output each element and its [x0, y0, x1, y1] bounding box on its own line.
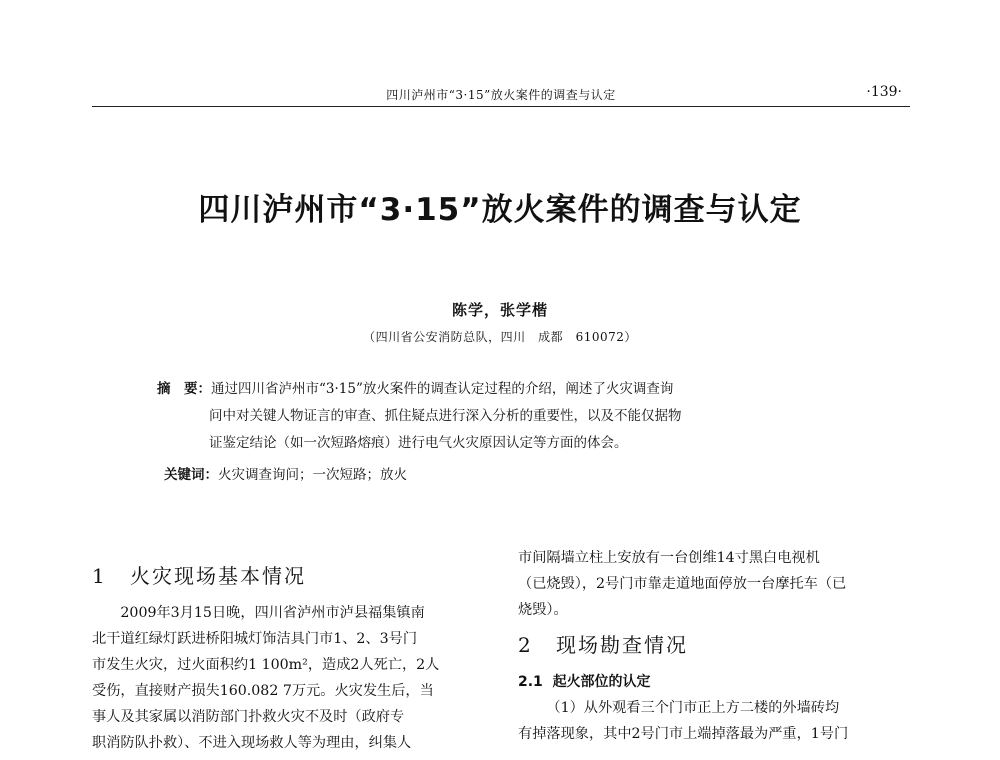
section-heading	[92, 560, 494, 592]
subsection-title: 起火部位的认定	[552, 674, 651, 690]
paragraph	[518, 545, 911, 623]
keywords-text: 火灾调查询问；一次短路；放火	[218, 467, 407, 483]
paragraph	[518, 695, 911, 747]
running-header	[92, 82, 910, 107]
text-line: 市发生火灾，过火面积约1 100m²，造成2人死亡，2人	[92, 657, 440, 673]
keywords-label: 关键词：	[164, 467, 218, 483]
section-number: 2	[518, 633, 533, 657]
affiliation: （四川省公安消防总队，四川 成都 610072）	[363, 330, 637, 344]
subsection-number: 2.1	[518, 674, 543, 690]
article-title: 四川泸州市“3·15”放火案件的调查与认定	[198, 192, 802, 228]
abstract	[157, 376, 847, 457]
keywords	[164, 463, 407, 483]
page-number: ·139·	[866, 84, 902, 100]
subsection-heading	[518, 669, 911, 695]
left-column	[92, 560, 494, 756]
section-title: 火灾现场基本情况	[130, 564, 306, 588]
text-line: （已烧毁），2号门市靠走道地面停放一台摩托车（已	[518, 576, 847, 592]
text-line: 受伤，直接财产损失160.082 7万元。火灾发生后，当	[92, 683, 434, 699]
abstract-line: 证鉴定结论（如一次短路熔痕）进行电气火灾原因认定等方面的体会。	[209, 435, 628, 451]
text-line: 烧毁）。	[518, 602, 568, 618]
text-line: 北干道红绿灯跃进桥阳城灯饰洁具门市1、2、3号门	[92, 631, 418, 647]
abstract-line	[157, 376, 847, 403]
text-line: 2009年3月15日晚，四川省泸州市泸县福集镇南	[120, 605, 425, 621]
section-heading	[518, 629, 911, 661]
running-title: 四川泸州市“3·15”放火案件的调查与认定	[386, 88, 616, 102]
text-line: 事人及其家属以消防部门扑救火灾不及时（政府专	[92, 709, 405, 725]
text-line: 职消防队扑救）、不进入现场救人等为理由，纠集人	[92, 735, 412, 751]
text-line: 市间隔墙立柱上安放有一台创维14寸黑白电视机	[518, 550, 820, 566]
text-line: 有掉落现象，其中2号门市上端掉落最为严重，1号门	[518, 726, 849, 742]
section-number: 1	[92, 564, 107, 588]
abstract-text: 通过四川省泸州市“3·15”放火案件的调查认定过程的介绍，阐述了火灾调查询	[211, 381, 674, 397]
section-title: 现场勘查情况	[556, 633, 688, 657]
authors: 陈学，张学楷	[451, 301, 548, 319]
text-line: （1）从外观看三个门市正上方二楼的外墙砖均	[546, 700, 840, 716]
abstract-line: 问中对关键人物证言的审查、抓住疑点进行深入分析的重要性，以及不能仅据物	[209, 408, 682, 424]
right-column	[518, 545, 911, 747]
paragraph	[92, 600, 494, 756]
abstract-label: 摘 要：	[157, 381, 211, 397]
